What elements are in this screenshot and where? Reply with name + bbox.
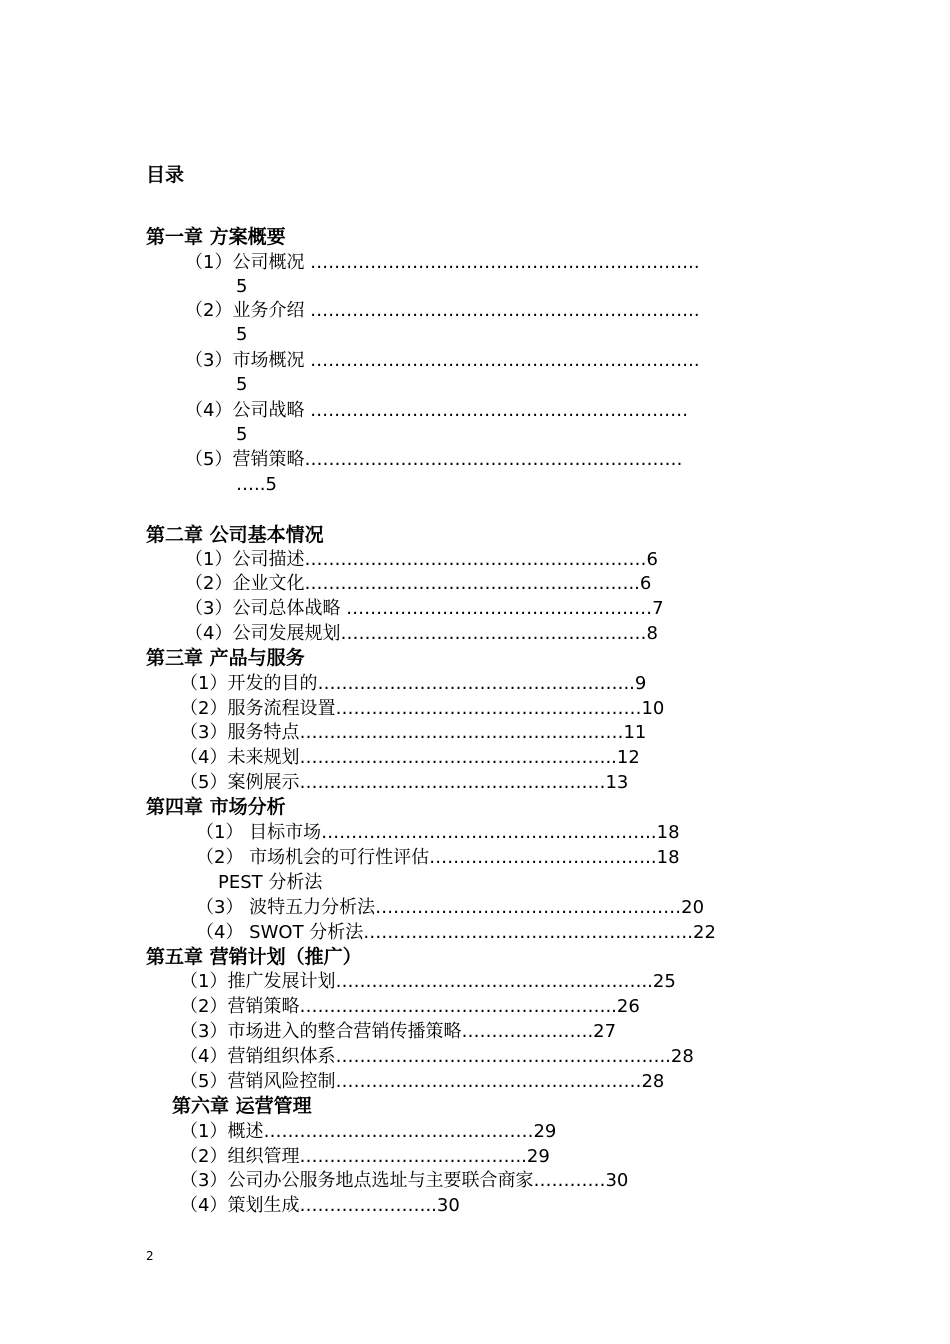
toc-entry-page: 5 xyxy=(236,374,248,395)
toc-entry: （1）公司描述…………………………………………………6 xyxy=(185,549,658,570)
toc-entry: （2）业务介绍 ……………………………………………………….. xyxy=(185,300,700,321)
toc-entry-page: 5 xyxy=(236,276,248,297)
toc-entry: （4）未来规划……………………………………………..12 xyxy=(180,747,640,768)
toc-entry: （2）营销策略……………………………………………..26 xyxy=(180,996,640,1017)
toc-entry: （3） 波特五力分析法……………………………………………20 xyxy=(196,897,705,918)
chapter-heading: 第一章 方案概要 xyxy=(146,226,286,248)
toc-entry: （3）市场进入的整合营销传播策略………………….27 xyxy=(180,1021,617,1042)
toc-entry: （4） SWOT 分析法……………………………………………….22 xyxy=(196,922,716,943)
toc-entry: （2）组织管理………………………………..29 xyxy=(180,1146,550,1167)
toc-entry: （1）推广发展计划……………………………………………..25 xyxy=(180,971,676,992)
toc-entry: （3）公司总体战略 ……………………………………………7 xyxy=(185,598,664,619)
toc-entry: （1）开发的目的……………………………………………..9 xyxy=(180,673,647,694)
toc-entry: （4）公司发展规划……………………………………………8 xyxy=(185,623,658,644)
toc-entry: （2） 市场机会的可行性评估………………………………..18 xyxy=(196,847,680,868)
toc-entry: （5）案例展示……………………………………………13 xyxy=(180,772,629,793)
page-number: 2 xyxy=(146,1249,154,1263)
chapter-heading: 第六章 运营管理 xyxy=(172,1095,312,1117)
toc-entry: （5）营销风险控制……………………………………………28 xyxy=(180,1071,665,1092)
toc-entry: （3）市场概况 ……………………………………………………….. xyxy=(185,350,700,371)
toc-entry: （1）概述………………………………………29 xyxy=(180,1121,557,1142)
chapter-heading: 第二章 公司基本情况 xyxy=(146,524,324,546)
toc-title: 目录 xyxy=(146,164,185,186)
chapter-heading: 第四章 市场分析 xyxy=(146,796,286,818)
toc-entry: （4）营销组织体系………………………………………………..28 xyxy=(180,1046,694,1067)
toc-entry-page: 5 xyxy=(236,424,248,445)
chapter-heading: 第五章 营销计划（推广） xyxy=(146,946,362,968)
toc-entry: （1） 目标市场………………………………………………..18 xyxy=(196,822,680,843)
toc-entry-page: …..5 xyxy=(236,474,277,495)
toc-entry: （3）公司办公服务地点选址与主要联合商家…………30 xyxy=(180,1170,629,1191)
toc-subentry: PEST 分析法 xyxy=(218,872,323,893)
toc-entry: （4）公司战略 ……………………………………………………… xyxy=(185,400,689,421)
toc-entry: （2）服务流程设置……………………………………………10 xyxy=(180,698,665,719)
toc-entry: （4）策划生成…………………..30 xyxy=(180,1195,460,1216)
toc-entry: （5）营销策略……………………………………………………… xyxy=(185,449,683,470)
toc-entry: （2）企业文化………………………………………………..6 xyxy=(185,573,652,594)
chapter-heading: 第三章 产品与服务 xyxy=(146,647,305,669)
toc-entry: （3）服务特点………………………………………………11 xyxy=(180,722,647,743)
toc-entry: （1）公司概况 ……………………………………………………….. xyxy=(185,252,700,273)
toc-entry-page: 5 xyxy=(236,324,248,345)
